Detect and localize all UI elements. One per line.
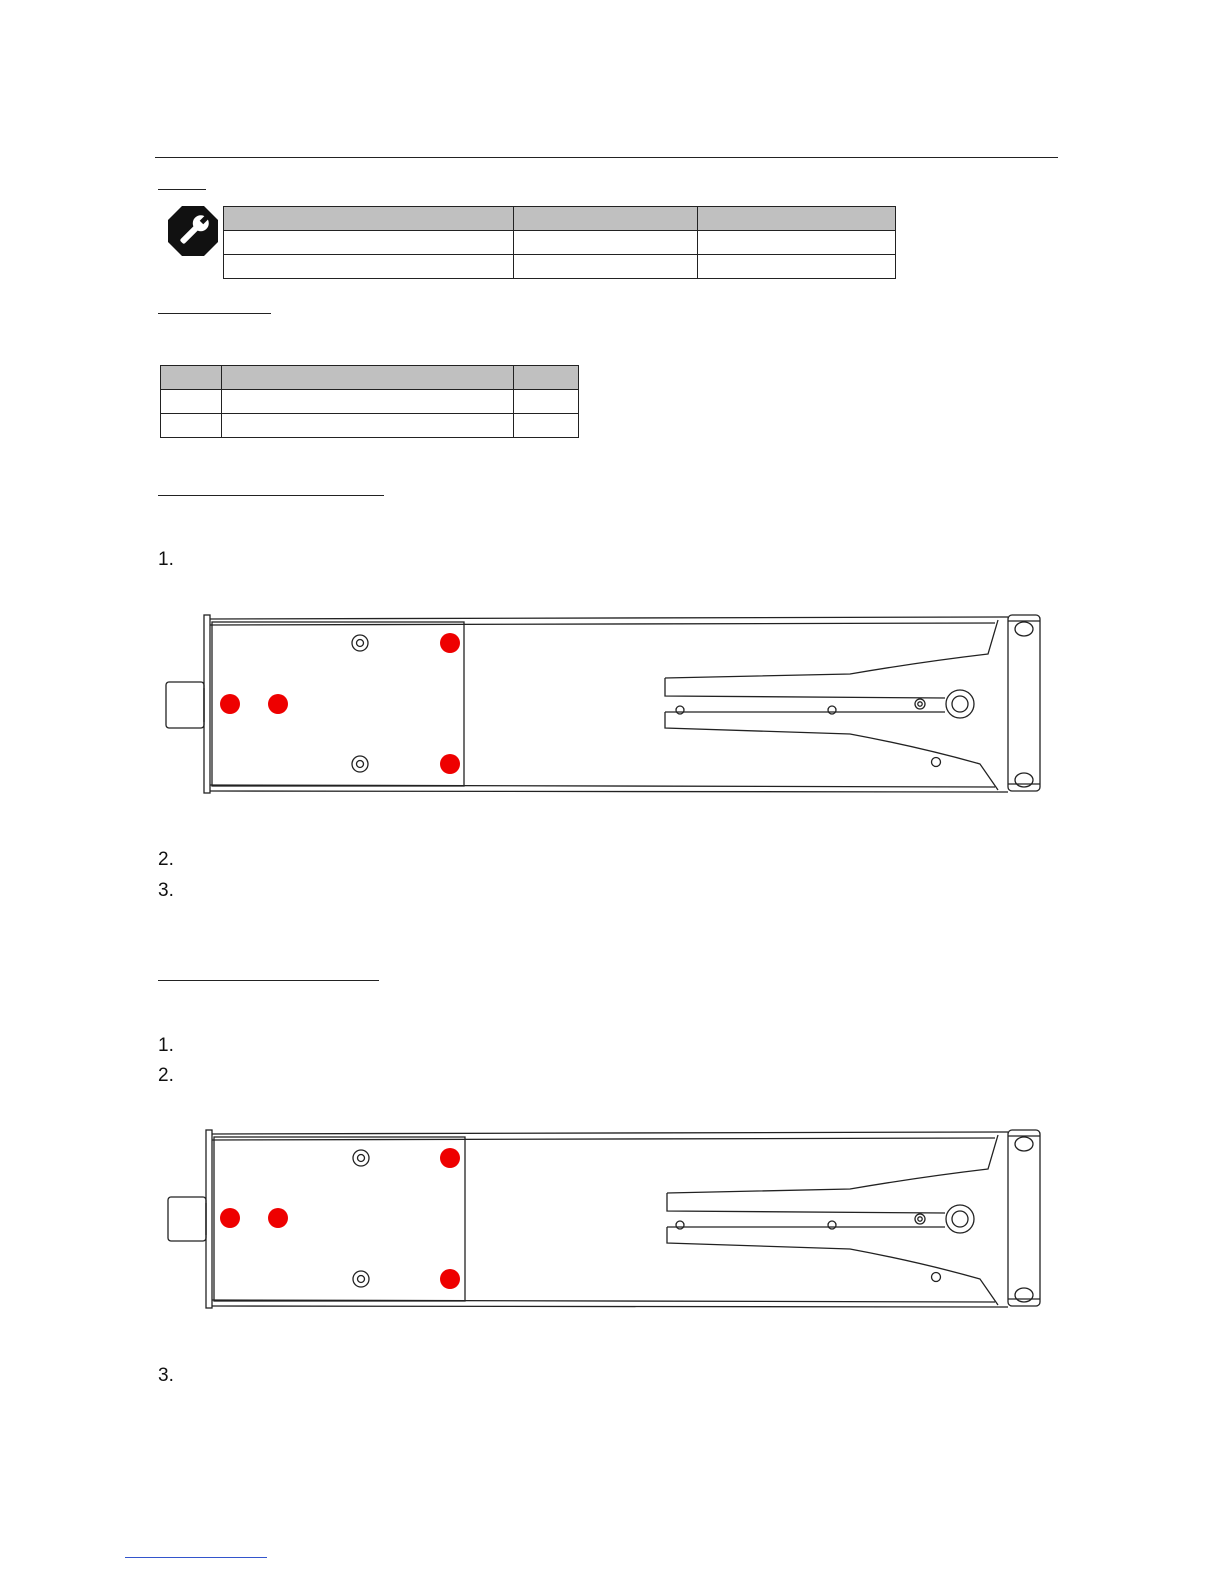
removal-heading-underline bbox=[158, 495, 384, 496]
step-number: 2. bbox=[158, 1065, 174, 1086]
table-row bbox=[224, 231, 896, 255]
screw-marker bbox=[220, 694, 240, 714]
screw-marker bbox=[268, 1208, 288, 1228]
cover-panel bbox=[214, 1137, 465, 1301]
screw-marker bbox=[220, 1208, 240, 1228]
screw-marker bbox=[440, 754, 460, 774]
screw-marker bbox=[440, 1148, 460, 1168]
connector-knob bbox=[168, 1197, 206, 1241]
screw-marker bbox=[268, 694, 288, 714]
screw-marker bbox=[440, 1269, 460, 1289]
table-row bbox=[161, 414, 579, 438]
step-number: 2. bbox=[158, 849, 174, 870]
footer-link-underline[interactable] bbox=[125, 1557, 267, 1558]
chassis-drawing-install bbox=[160, 1127, 1050, 1312]
parts-heading-underline bbox=[158, 313, 271, 314]
step-number: 1. bbox=[158, 549, 174, 570]
screw-marker bbox=[440, 633, 460, 653]
cover-panel bbox=[212, 622, 464, 786]
table-header-row bbox=[161, 366, 579, 390]
install-heading-underline bbox=[158, 980, 379, 981]
table-row bbox=[161, 390, 579, 414]
table-header-row bbox=[224, 207, 896, 231]
table-row bbox=[224, 255, 896, 279]
tools-heading-underline bbox=[158, 189, 206, 190]
wrench-icon bbox=[167, 205, 219, 257]
parts-table bbox=[160, 365, 579, 438]
chassis-drawing-removal bbox=[160, 612, 1050, 797]
tools-table bbox=[223, 206, 896, 279]
header-rule bbox=[155, 157, 1058, 158]
connector-knob bbox=[166, 682, 204, 728]
step-number: 1. bbox=[158, 1035, 174, 1056]
step-number: 3. bbox=[158, 880, 174, 901]
step-number: 3. bbox=[158, 1365, 174, 1386]
